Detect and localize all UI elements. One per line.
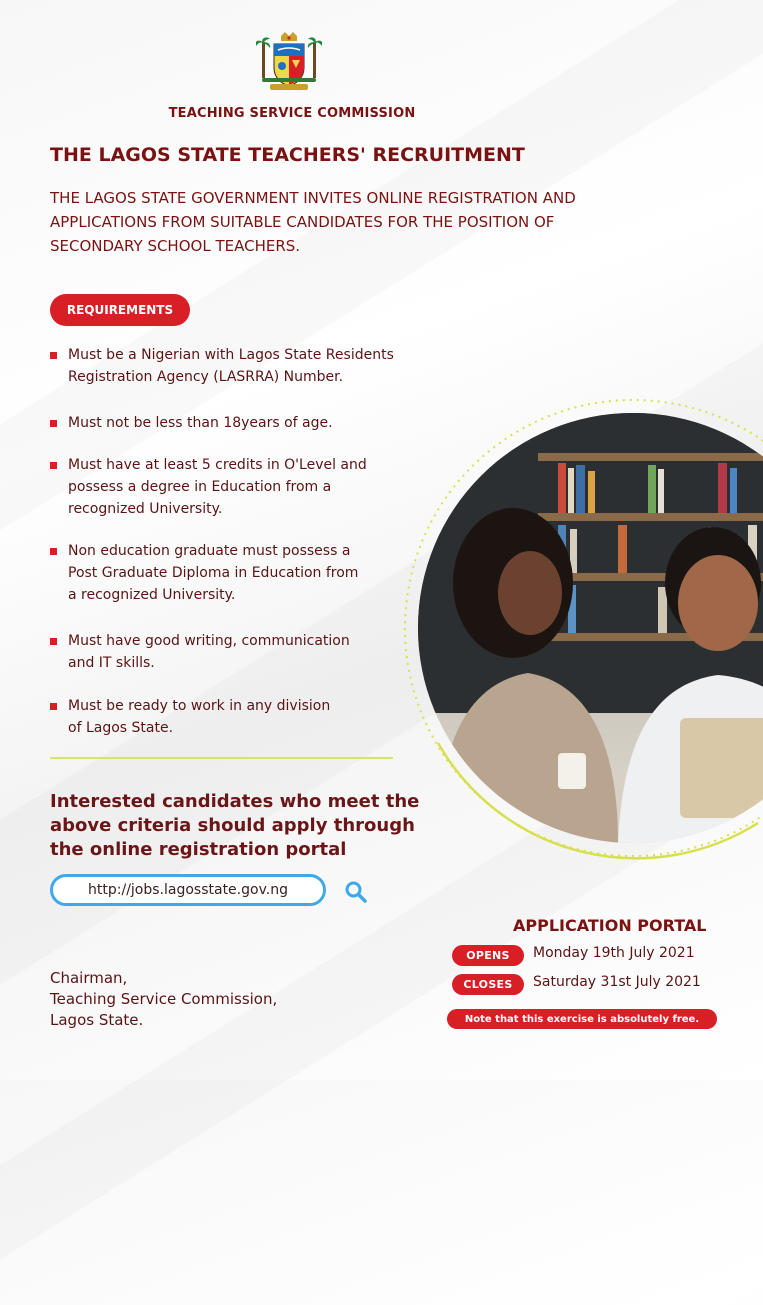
portal-url-link[interactable]: http://jobs.lagosstate.gov.ng [50,874,326,906]
signature-line: Lagos State. [50,1011,144,1029]
requirement-line: Non education graduate must possess a [68,543,351,559]
opens-date: Monday 19th July 2021 [533,945,695,961]
opens-badge: OPENS [452,945,524,966]
requirement-item [50,344,420,388]
requirement-line: possess a degree in Education from a [68,479,332,495]
page-title: THE LAGOS STATE TEACHERS' RECRUITMENT [50,144,525,166]
cta-line: above criteria should apply through [50,815,415,836]
signature-block [50,968,277,1031]
requirement-line: a recognized University. [68,587,236,603]
intro-line: SECONDARY SCHOOL TEACHERS. [50,237,301,255]
intro-line: APPLICATIONS FROM SUITABLE CANDIDATES FOR THE POSITION OF [50,213,555,231]
square-bullet-icon [50,703,57,710]
search-icon[interactable] [344,880,368,904]
requirement-item [50,695,420,739]
closes-badge: CLOSES [452,974,524,995]
square-bullet-icon [50,420,57,427]
coat-of-arms-logo [256,30,322,96]
organization-name: TEACHING SERVICE COMMISSION [168,106,416,121]
requirement-line: Must be ready to work in any division [68,698,331,714]
search-icon-svg [344,880,368,904]
requirement-line: recognized University. [68,501,223,517]
call-to-action-text [50,790,430,862]
intro-paragraph [50,186,640,258]
requirement-line: and IT skills. [68,655,155,671]
requirement-item [50,454,420,520]
cta-line: the online registration portal [50,839,347,860]
requirement-line: Post Graduate Diploma in Education from [68,565,359,581]
coat-of-arms-icon [256,30,322,96]
closes-date: Saturday 31st July 2021 [533,974,701,990]
section-divider [50,757,393,759]
intro-line: THE LAGOS STATE GOVERNMENT INVITES ONLINE REGISTRATION AND [50,189,576,207]
requirement-line: Registration Agency (LASRRA) Number. [68,369,344,385]
requirement-line: Must have at least 5 credits in O'Level and [68,457,367,473]
square-bullet-icon [50,548,57,555]
requirement-item [50,630,420,674]
square-bullet-icon [50,638,57,645]
free-exercise-note: Note that this exercise is absolutely free. [447,1009,717,1029]
cta-line: Interested candidates who meet the [50,791,420,812]
requirement-line: Must not be less than 18years of age. [68,415,333,431]
application-portal-title: APPLICATION PORTAL [513,916,707,935]
requirement-item [50,540,420,606]
requirement-line: of Lagos State. [68,720,174,736]
requirements-label: REQUIREMENTS [50,294,190,326]
requirement-item [50,412,420,434]
square-bullet-icon [50,352,57,359]
requirement-line: Must be a Nigerian with Lagos State Residents [68,347,394,363]
square-bullet-icon [50,462,57,469]
signature-line: Chairman, [50,969,128,987]
requirement-line: Must have good writing, communication [68,633,350,649]
signature-line: Teaching Service Commission, [50,990,278,1008]
